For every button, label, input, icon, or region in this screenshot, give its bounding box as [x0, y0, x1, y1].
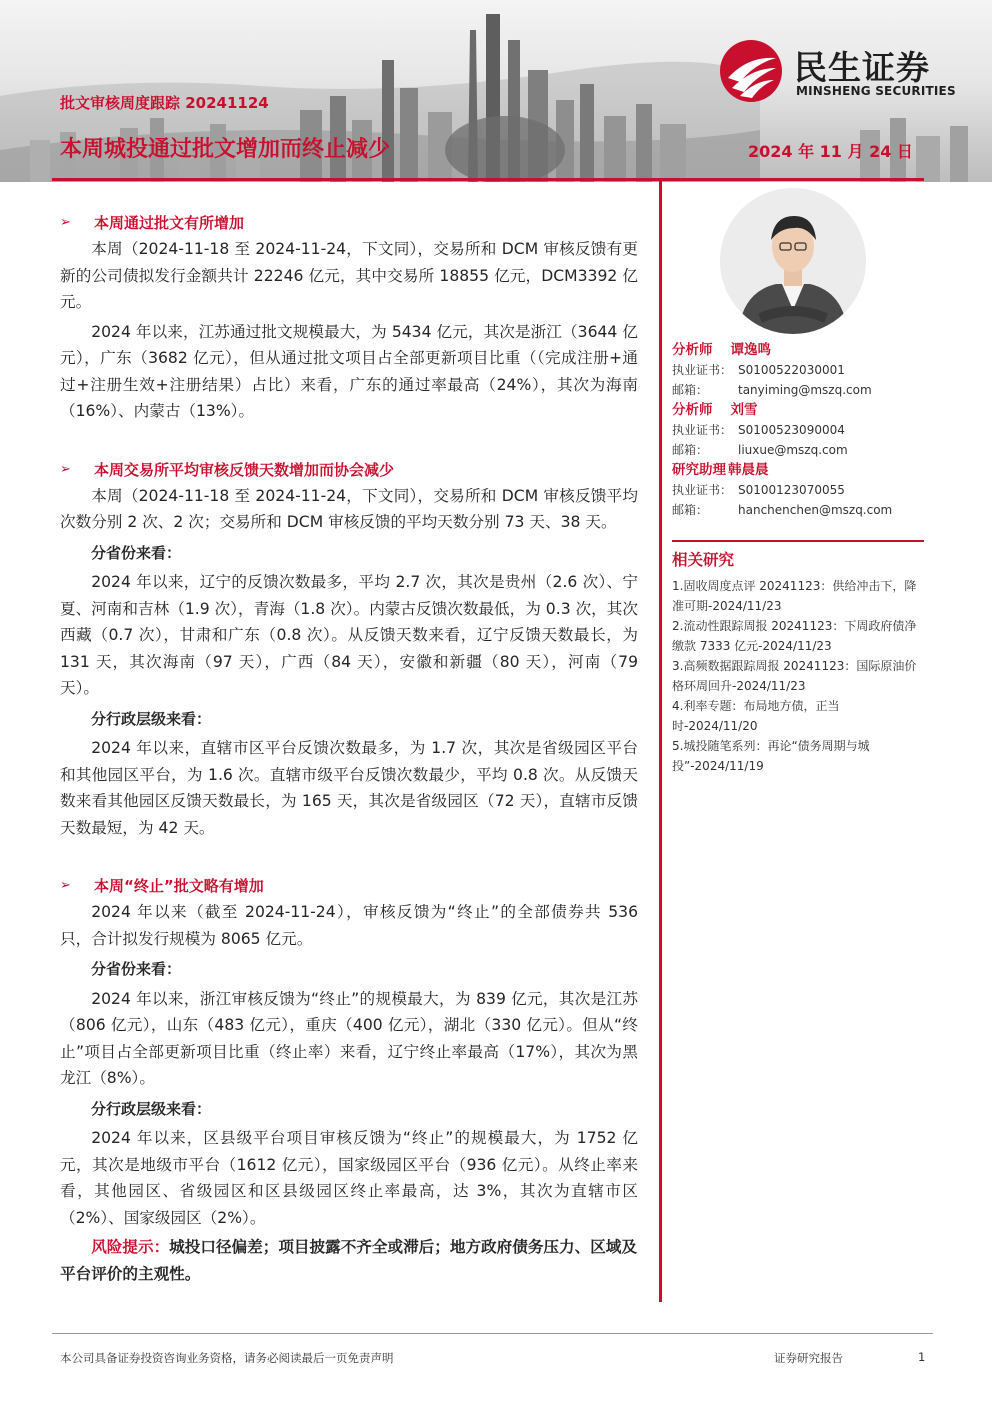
paragraph: 2024 年以来，辽宁的反馈次数最多，平均 2.7 次，其次是贵州（2.6 次）、宁夏、河南和吉林（1.9 次），青海（1.8 次）。内蒙古反馈次数最低，为 0.3 次，其次西藏（0.7 次），甘肃和广东（0.8 次）。从反馈天数来看，辽宁反馈天数最长，为 131 天，其次海南（97 天），广西（84 天），安徽和新疆（80 天），河南（79 天）。	[60, 573, 638, 697]
analyst-cert	[672, 420, 924, 440]
cert-label: 执业证书：	[672, 423, 733, 437]
related-title: 相关研究	[672, 551, 735, 569]
related-item[interactable]: 2.流动性跟踪周报 20241123：下周政府债净缴款 7333 亿元-2024/11/23	[672, 619, 917, 653]
email-label: 邮箱：	[672, 503, 709, 517]
cert-number: S0100523090004	[738, 423, 845, 437]
paragraph: 2024 年以来，区县级平台项目审核反馈为“终止”的规模最大，为 1752 亿元，其次是地级市平台（1612 亿元），国家级园区平台（936 亿元）。从终止率来看，其他园区、省级园区和区县级园区终止率最高，达 3%，其次为直辖市区（2%）、国家级园区（2%）。	[60, 1129, 638, 1227]
header-divider	[52, 178, 924, 181]
email-address[interactable]: hanchenchen@mszq.com	[738, 503, 893, 517]
subheading: 分省份来看：	[91, 543, 182, 562]
role-label: 研究助理	[672, 462, 726, 478]
cert-number: S0100522030001	[738, 363, 845, 377]
column-divider	[659, 181, 662, 1302]
paragraph: 本周（2024-11-18 至 2024-11-24，下文同），交易所和 DCM 审核反馈有更新的公司债拟发行金额共计 22246 亿元，其中交易所 18855 亿元，DCM3392 亿元。	[60, 240, 638, 311]
related-item[interactable]: 5.城投随笔系列：再论“债务周期与城投”-2024/11/19	[672, 739, 870, 773]
analyst-name: 韩晨晨	[728, 462, 769, 478]
email-label: 邮箱：	[672, 383, 709, 397]
related-item[interactable]: 1.固收周度点评 20241123：供给冲击下，降准可期-2024/11/23	[672, 579, 917, 613]
cert-number: S0100123070055	[738, 483, 845, 497]
paragraph: 2024 年以来，江苏通过批文规模最大，为 5434 亿元，其次是浙江（3644 亿元），广东（3682 亿元），但从通过批文项目占全部更新项目比重（（完成注册+通过+注册生效+注册结果）占比）来看，广东的通过率最高（24%），其次为海南（16%）、内蒙古（13%）。	[60, 322, 638, 420]
section-heading-text: 本周通过批文有所增加	[94, 214, 245, 232]
subheading: 分行政层级来看：	[91, 709, 212, 728]
analyst-email	[672, 380, 924, 400]
report-date: 2024 年 11 月 24 日	[748, 142, 913, 161]
email-address[interactable]: tanyiming@mszq.com	[738, 383, 872, 397]
related-list	[672, 576, 924, 776]
subheading: 分省份来看：	[91, 960, 182, 978]
risk-text: 城投口径偏差；项目披露不齐全或滞后；地方政府债务压力、区域及平台评价的主观性。	[60, 1238, 637, 1283]
footer-report-type: 证券研究报告	[774, 1351, 843, 1365]
cert-label: 执业证书：	[672, 363, 733, 377]
analyst-email	[672, 500, 924, 520]
risk-label: 风险提示：	[91, 1238, 170, 1256]
role-label: 分析师	[672, 402, 713, 418]
report-series: 批文审核周度跟踪 20241124	[60, 94, 269, 112]
footer-divider	[52, 1333, 933, 1334]
logo-text-cn: 民生证券	[794, 48, 930, 87]
analyst-email	[672, 440, 924, 460]
paragraph: 本周（2024-11-18 至 2024-11-24，下文同），交易所和 DCM 审核反馈平均次数分别 2 次、2 次；交易所和 DCM 审核反馈的平均天数分别 73 天、38 天。	[60, 486, 638, 531]
risk-warning	[60, 1234, 638, 1287]
analyst-role	[672, 460, 924, 480]
arrow-bullet-icon: ➢	[60, 215, 71, 230]
analyst-cert	[672, 480, 924, 500]
role-label: 分析师	[672, 342, 713, 358]
page-number: 1	[918, 1350, 926, 1364]
email-label: 邮箱：	[672, 443, 709, 457]
section-heading	[60, 873, 638, 899]
logo-mark-icon	[718, 38, 784, 104]
cert-label: 执业证书：	[672, 483, 733, 497]
paragraph: 2024 年以来（截至 2024-11-24），审核反馈为“终止”的全部债券共 536 只，合计拟发行规模为 8065 亿元。	[60, 903, 638, 948]
related-item[interactable]: 3.高频数据跟踪周报 20241123：国际原油价格环周回升-2024/11/23	[672, 659, 917, 693]
subheading: 分行政层级来看：	[91, 1099, 212, 1118]
analyst-list	[672, 340, 924, 520]
email-address[interactable]: liuxue@mszq.com	[738, 443, 848, 457]
analyst-name: 刘雪	[730, 402, 758, 418]
arrow-bullet-icon: ➢	[60, 878, 71, 893]
related-divider	[672, 540, 924, 542]
analyst-portrait-icon	[720, 188, 866, 334]
analyst-photo	[720, 188, 866, 334]
section-heading-text: 本周“终止”批文略有增加	[94, 877, 264, 895]
section-heading	[60, 457, 638, 483]
section-heading	[60, 210, 638, 236]
analyst-role	[672, 340, 924, 360]
analyst-cert	[672, 360, 924, 380]
company-logo	[718, 38, 968, 104]
related-item[interactable]: 4.利率专题：布局地方债，正当时-2024/11/20	[672, 699, 840, 733]
paragraph: 2024 年以来，直辖市区平台反馈次数最多，为 1.7 次，其次是省级园区平台和其他园区平台，为 1.6 次。直辖市级平台反馈次数最少，平均 0.8 次。从反馈天数来看其他园区反馈天数最长，为 165 天，其次是省级园区（72 天），直辖市反馈天数最短，为 42 天。	[60, 739, 638, 837]
header-banner	[0, 0, 992, 182]
analyst-name: 谭逸鸣	[730, 342, 771, 358]
arrow-bullet-icon: ➢	[60, 461, 71, 477]
section-heading-text: 本周交易所平均审核反馈天数增加而协会减少	[94, 460, 395, 479]
main-content	[60, 210, 638, 1287]
footer-disclaimer: 本公司具备证券投资咨询业务资格，请务必阅读最后一页免责声明	[60, 1351, 394, 1365]
logo-text-en: MINSHENG SECURITIES	[796, 84, 956, 98]
paragraph: 2024 年以来，浙江审核反馈为“终止”的规模最大，为 839 亿元，其次是江苏（806 亿元），山东（483 亿元），重庆（400 亿元），湖北（330 亿元）。但从“终止”项目占全部更新项目比重（终止率）来看，辽宁终止率最高（17%），其次为黑龙江（8%）。	[60, 989, 638, 1087]
analyst-role	[672, 400, 924, 420]
report-title: 本周城投通过批文增加而终止减少	[60, 137, 391, 162]
